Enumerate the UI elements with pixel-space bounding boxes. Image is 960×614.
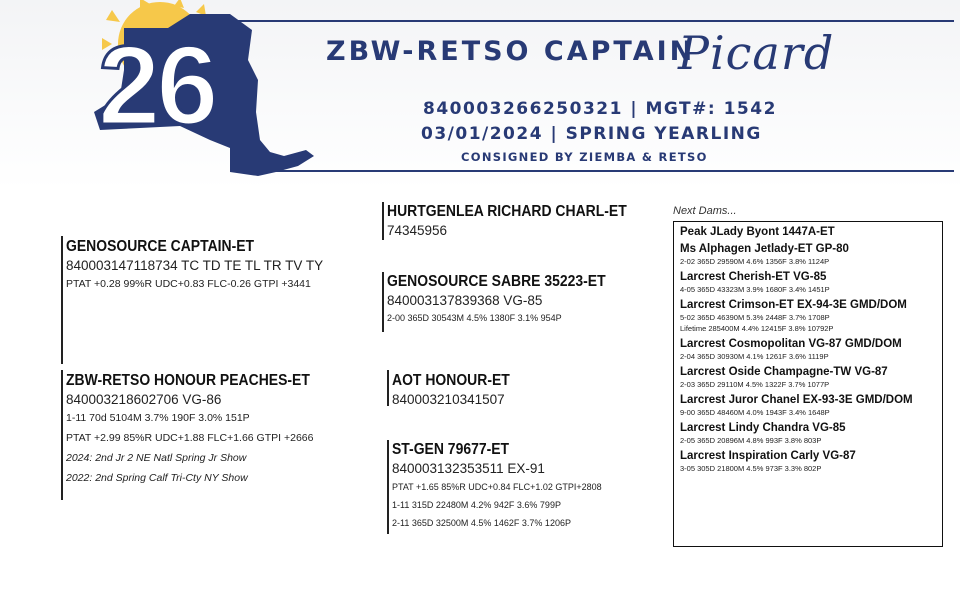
next-dam-record: 2-05 365D 20896M 4.8% 993F 3.8% 803P xyxy=(680,436,822,445)
header-rule-top xyxy=(228,20,954,22)
list-item xyxy=(680,366,936,389)
sire-id: 840003147118734 TC TD TE TL TR TV TY xyxy=(66,258,324,273)
next-dam-name: Ms Alphagen Jetlady-ET GP-80 xyxy=(680,243,849,255)
dam-dam-name: ST-GEN 79677-ET xyxy=(392,441,510,458)
dam-proof: PTAT +2.99 85%R UDC+1.88 FLC+1.66 GTPI +2666 xyxy=(66,432,314,444)
list-item xyxy=(680,226,936,238)
list-item xyxy=(680,243,936,266)
dam-record: 1-11 70d 5104M 3.7% 190F 3.0% 151P xyxy=(66,412,250,424)
sire-sire-name: HURTGENLEA RICHARD CHARL-ET xyxy=(387,203,627,220)
next-dam-name: Larcrest Inspiration Carly VG-87 xyxy=(680,450,856,462)
list-item xyxy=(680,450,936,473)
next-dam-record: 2-04 365D 30930M 4.1% 1261F 3.6% 1119P xyxy=(680,352,829,361)
dam-award-1: 2024: 2nd Jr 2 NE Natl Spring Jr Show xyxy=(66,452,247,464)
sire-sire-bar xyxy=(382,202,384,240)
next-dams-label: Next Dams... xyxy=(673,205,737,217)
sire-dam-bar xyxy=(382,272,384,332)
sire-proof: PTAT +0.28 99%R UDC+0.83 FLC-0.26 GTPI +3441 xyxy=(66,278,311,290)
sire-sire-id: 74345956 xyxy=(387,223,448,238)
sire-bar xyxy=(61,236,63,364)
sire-dam-name: GENOSOURCE SABRE 35223-ET xyxy=(387,273,606,290)
next-dam-name: Larcrest Lindy Chandra VG-85 xyxy=(680,422,846,434)
lot-logo xyxy=(80,0,320,185)
next-dam-name: Peak JLady Byont 1447A-ET xyxy=(680,226,835,238)
dam-dam-record-2: 2-11 365D 32500M 4.5% 1462F 3.7% 1206P xyxy=(392,518,571,528)
sire-dam-id: 840003137839368 VG-85 xyxy=(387,293,543,308)
next-dams-box xyxy=(673,221,943,547)
date-line: 03/01/2024 | SPRING YEARLING xyxy=(421,124,762,144)
sire-dam-block xyxy=(387,273,630,323)
dam-name: ZBW-RETSO HONOUR PEACHES-ET xyxy=(66,372,310,389)
next-dam-record: 2-03 365D 29110M 4.5% 1322F 3.7% 1077P xyxy=(680,380,830,389)
sire-sire-block xyxy=(387,203,653,238)
list-item xyxy=(680,299,936,333)
lot-number: 26 xyxy=(98,23,215,148)
dam-award-2: 2022: 2nd Spring Calf Tri-Cty NY Show xyxy=(66,472,248,484)
dam-dam-proof: PTAT +1.65 85%R UDC+0.84 FLC+1.02 GTPI+2808 xyxy=(392,482,602,492)
dam-block xyxy=(66,372,337,484)
next-dam-record: 3-05 305D 21800M 4.5% 973F 3.3% 802P xyxy=(680,464,822,473)
next-dam-record: 9-00 365D 48460M 4.0% 1943F 3.4% 1648P xyxy=(680,408,830,417)
next-dam-record: 4-05 365D 43323M 3.9% 1680F 3.4% 1451P xyxy=(680,285,830,294)
dam-id: 840003218602706 VG-86 xyxy=(66,392,222,407)
list-item xyxy=(680,271,936,294)
next-dam-name: Larcrest Juror Chanel EX-93-3E GMD/DOM xyxy=(680,394,913,406)
dam-dam-block xyxy=(392,441,602,528)
list-item xyxy=(680,422,936,445)
header-rule-bottom xyxy=(240,170,954,172)
list-item xyxy=(680,394,936,417)
list-item xyxy=(680,338,936,361)
next-dam-record: 2-02 365D 29590M 4.6% 1356F 3.8% 1124P xyxy=(680,257,830,266)
dam-dam-record-1: 1-11 315D 22480M 4.2% 942F 3.6% 799P xyxy=(392,500,561,510)
next-dam-lifetime: Lifetime 285400M 4.4% 12415F 3.8% 10792P xyxy=(680,324,834,333)
consigned-by: CONSIGNED BY ZIEMBA & RETSO xyxy=(461,150,708,164)
dam-bar xyxy=(61,370,63,500)
dam-sire-block xyxy=(392,372,523,407)
dam-dam-bar xyxy=(387,440,389,534)
next-dam-name: Larcrest Oside Champagne-TW VG-87 xyxy=(680,366,888,378)
sire-name: GENOSOURCE CAPTAIN-ET xyxy=(66,238,255,255)
sire-dam-record: 2-00 365D 30543M 4.5% 1380F 3.1% 954P xyxy=(387,313,562,323)
next-dam-name: Larcrest Cosmopolitan VG-87 GMD/DOM xyxy=(680,338,902,350)
dam-sire-name: AOT HONOUR-ET xyxy=(392,372,510,389)
dam-dam-id: 840003132353511 EX-91 xyxy=(392,461,545,476)
next-dam-name: Larcrest Crimson-ET EX-94-3E GMD/DOM xyxy=(680,299,907,311)
animal-title-script: Picard xyxy=(678,26,835,80)
dam-sire-bar xyxy=(387,370,389,406)
animal-title: ZBW-RETSO CAPTAIN xyxy=(326,36,696,67)
next-dam-record: 5-02 365D 46390M 5.3% 2448F 3.7% 1708P xyxy=(680,313,830,322)
next-dam-name: Larcrest Cherish-ET VG-85 xyxy=(680,271,827,283)
registration-line: 840003266250321 | MGT#: 1542 xyxy=(423,99,777,119)
dam-sire-id: 840003210341507 xyxy=(392,392,505,407)
sire-block xyxy=(66,238,323,290)
